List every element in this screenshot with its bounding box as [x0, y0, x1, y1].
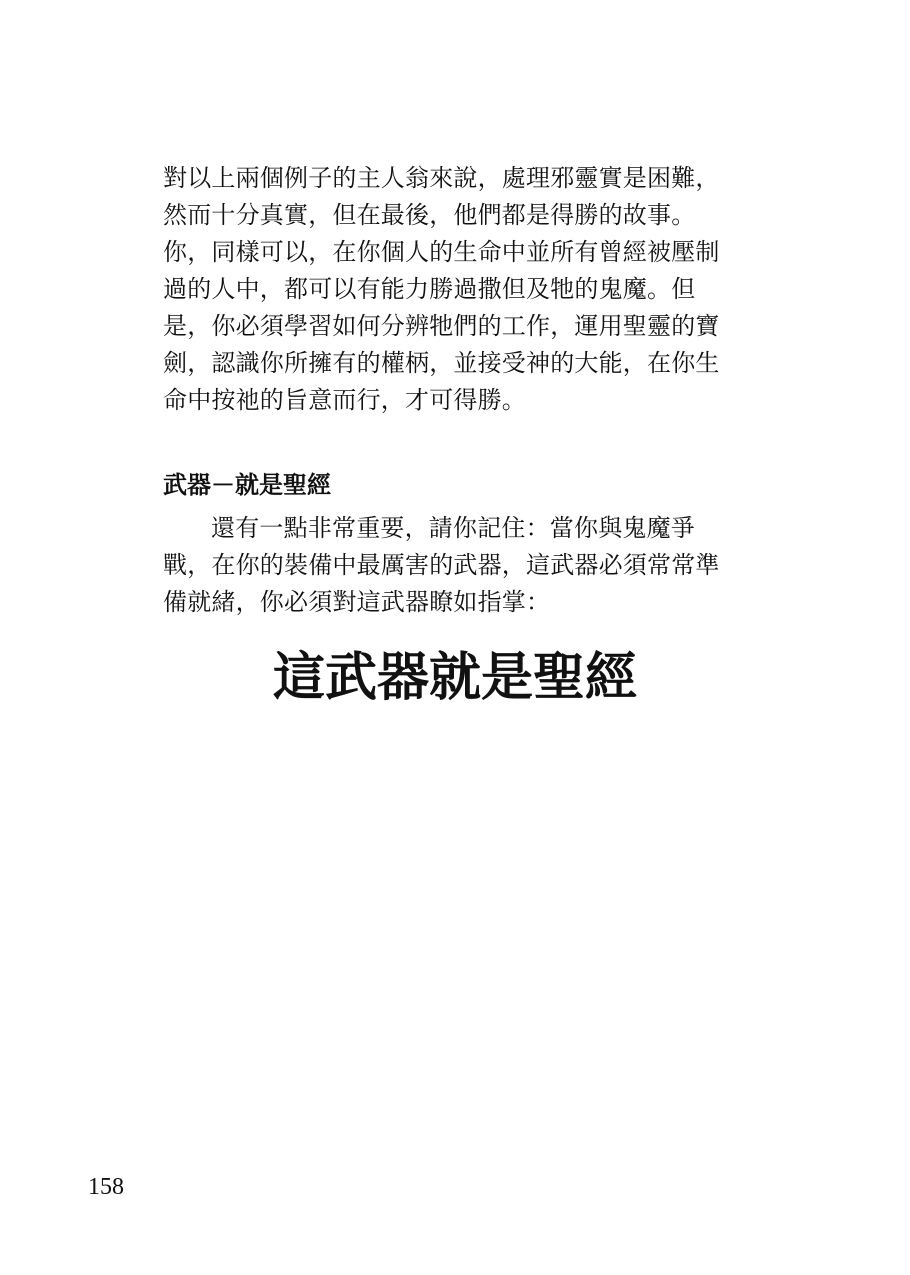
section-heading: 武器－就是聖經 [163, 471, 331, 499]
paragraph-line: 過的人中，都可以有能力勝過撒但及牠的鬼魔。但 [163, 275, 696, 303]
paragraph-line: 戰，在你的裝備中最厲害的武器，這武器必須常常準 [163, 551, 720, 579]
paragraph-line: 備就緒，你必須對這武器瞭如指掌： [163, 588, 551, 616]
page-number: 158 [88, 1174, 124, 1200]
paragraph-line: 還有一點非常重要，請你記住：當你與鬼魔爭 [211, 514, 695, 542]
body-paragraph [163, 510, 763, 621]
body-paragraph [163, 160, 763, 419]
paragraph-line: 然而十分真實，但在最後，他們都是得勝的故事。 [163, 201, 696, 229]
paragraph-line: 對以上兩個例子的主人翁來說，處理邪靈實是困難， [163, 164, 720, 192]
paragraph-line: 命中按祂的旨意而行，才可得勝。 [163, 386, 526, 414]
paragraph-line: 你，同樣可以，在你個人的生命中並所有曾經被壓制 [163, 238, 720, 266]
paragraph-line: 是，你必須學習如何分辨牠們的工作，運用聖靈的寶 [163, 312, 720, 340]
emphasis-statement: 這武器就是聖經 [272, 648, 637, 708]
paragraph-line: 劍，認識你所擁有的權柄，並接受神的大能，在你生 [163, 349, 720, 377]
